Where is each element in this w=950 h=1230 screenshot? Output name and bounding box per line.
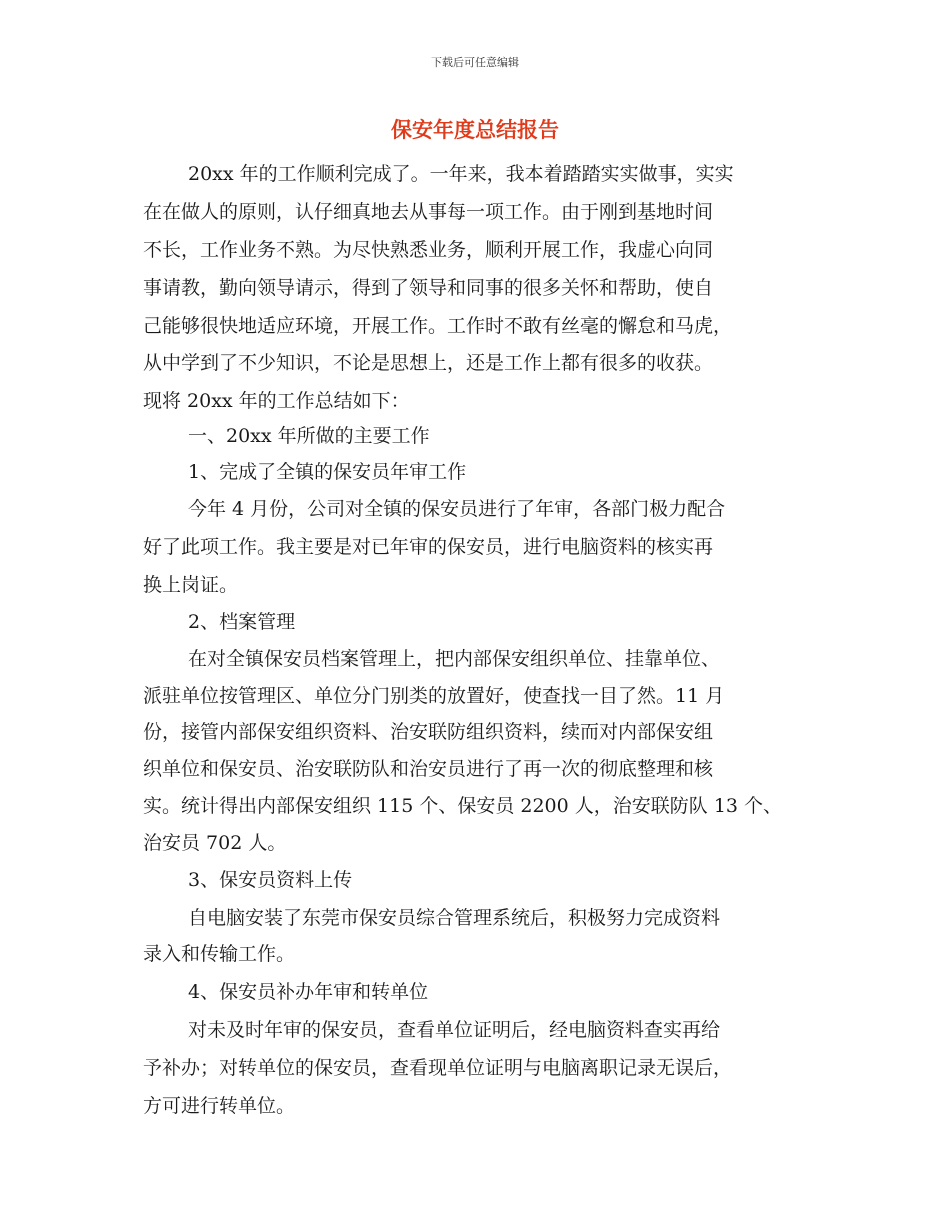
paragraph-line: 在对全镇保安员档案管理上，把内部保安组织单位、挂靠单位、 — [188, 648, 721, 670]
paragraph-line: 好了此项工作。我主要是对已年审的保安员，进行电脑资料的核实再 — [143, 536, 714, 558]
paragraph-line: 方可进行转单位。 — [143, 1095, 296, 1117]
document-title: 保安年度总结报告 — [391, 118, 559, 142]
subsection-heading: 2、档案管理 — [188, 611, 296, 633]
paragraph-line: 今年 4 月份，公司对全镇的保安员进行了年审，各部门极力配合 — [188, 498, 726, 520]
section-heading: 一、20xx 年所做的主要工作 — [188, 425, 430, 447]
paragraph-line: 治安员 702 人。 — [143, 832, 287, 854]
paragraph-line: 派驻单位按管理区、单位分门别类的放置好，使查找一目了然。11 月 — [143, 685, 725, 707]
subsection-heading: 1、完成了全镇的保安员年审工作 — [188, 461, 467, 483]
paragraph-line: 份，接管内部保安组织资料、治安联防组织资料，续而对内部保安组 — [143, 721, 714, 743]
paragraph-line: 对未及时年审的保安员，查看单位证明后，经电脑资料查实再给 — [188, 1019, 721, 1041]
paragraph-line: 织单位和保安员、治安联防队和治安员进行了再一次的彻底整理和核 — [143, 758, 714, 780]
subsection-heading: 4、保安员补办年审和转单位 — [188, 981, 429, 1003]
paragraph-line: 予补办；对转单位的保安员，查看现单位证明与电脑离职记录无误后， — [143, 1057, 733, 1079]
paragraph-line: 在在做人的原则，认仔细真地去从事每一项工作。由于刚到基地时间 — [143, 201, 714, 223]
paragraph-line: 20xx 年的工作顺利完成了。一年来，我本着踏踏实实做事，实实 — [188, 163, 734, 185]
paragraph-line: 事请教，勤向领导请示，得到了领导和同事的很多关怀和帮助，使自 — [143, 277, 714, 299]
paragraph-line: 实。统计得出内部保安组织 115 个、保安员 2200 人，治安联防队 13 个、 — [143, 795, 783, 817]
paragraph-line: 现将 20xx 年的工作总结如下： — [143, 390, 410, 412]
paragraph-line: 不长，工作业务不熟。为尽快熟悉业务，顺利开展工作，我虚心向同 — [143, 239, 714, 261]
paragraph-line: 己能够很快地适应环境，开展工作。工作时不敢有丝毫的懈怠和马虎， — [143, 315, 733, 337]
subsection-heading: 3、保安员资料上传 — [188, 869, 353, 891]
page-header: 下载后可任意编辑 — [431, 56, 519, 69]
paragraph-line: 录入和传输工作。 — [143, 943, 296, 965]
paragraph-line: 自电脑安装了东莞市保安员综合管理系统后，积极努力完成资料 — [188, 907, 721, 929]
paragraph-line: 从中学到了不少知识，不论是思想上，还是工作上都有很多的收获。 — [143, 352, 714, 374]
paragraph-line: 换上岗证。 — [143, 574, 239, 596]
